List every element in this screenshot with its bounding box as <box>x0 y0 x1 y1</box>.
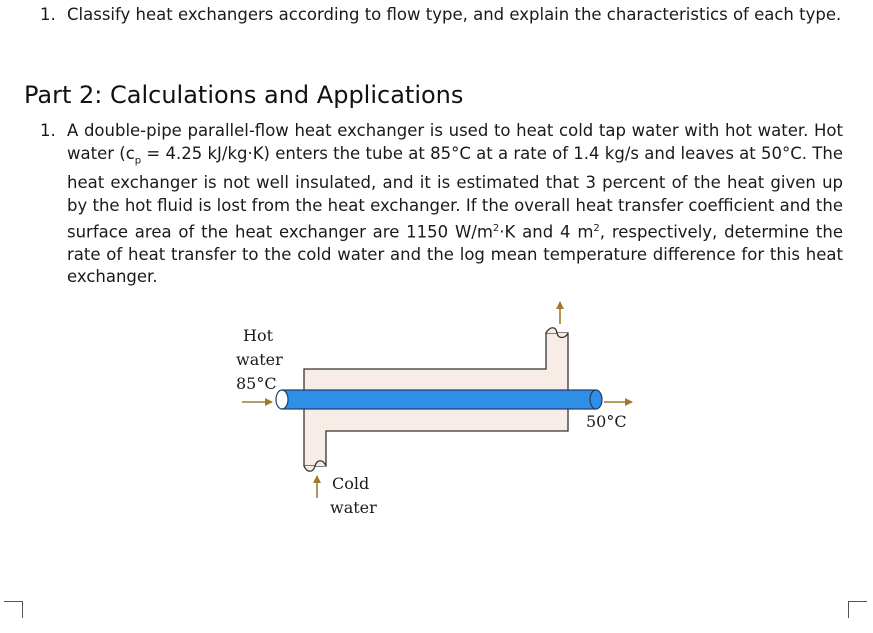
tube-inlet-end <box>276 390 288 409</box>
text-segment: , respectively, determine the rate of heat transfer to the cold water and the log mean temperature difference for this heat exchanger. <box>67 222 843 287</box>
cold-water-label: water <box>330 498 377 517</box>
text-segment: A double-pipe parallel-flow heat exchanger is used to heat cold tap water with hot water. Hot water (c <box>67 121 843 163</box>
page-corner-mark <box>848 601 867 618</box>
text-segment: ·K and 4 m <box>499 222 594 242</box>
superscript: 2 <box>593 222 600 234</box>
question-number: 1. <box>40 121 56 140</box>
section-title: Part 2: Calculations and Applications <box>24 81 464 109</box>
cp-subscript: p <box>134 154 142 166</box>
page-corner-mark <box>4 601 23 618</box>
inner-tube <box>282 390 596 409</box>
tube-outlet-end <box>590 390 602 409</box>
text-segment: = 4.25 kJ/kg·K) enters the tube at 85°C at a rate of 1.4 kg/s and leaves at 50°C. The heat exchanger is not well insulated, and it is estimated that 3 percent of the heat given up by the hot fluid is lost from the heat exchanger. If the overall heat transfer coefficient and the surface area of the heat exchanger are 1150 W/m <box>67 143 843 242</box>
cold-water-label: Cold <box>332 474 370 493</box>
question-text: Classify heat exchangers according to flow type, and explain the characteristics of each type. <box>67 5 842 24</box>
hot-inlet-temp: 85°C <box>236 374 277 393</box>
hot-water-label: water <box>236 350 283 369</box>
hot-outlet-temp: 50°C <box>586 412 627 431</box>
question-number: 1. <box>40 5 56 24</box>
superscript: 2 <box>492 222 500 234</box>
hot-water-label: Hot <box>243 326 274 345</box>
